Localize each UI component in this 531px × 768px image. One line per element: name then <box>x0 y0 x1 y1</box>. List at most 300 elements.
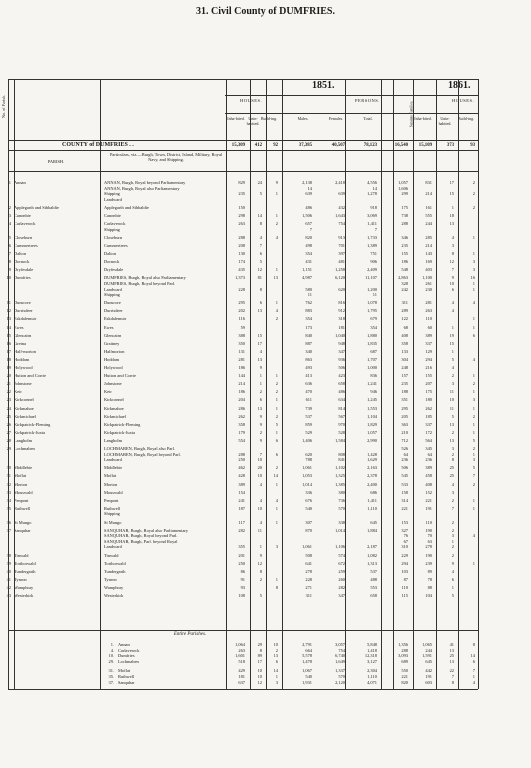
cell-value: 1,643 <box>335 213 345 218</box>
particulars: Kirkconnel <box>104 397 124 403</box>
parish-number: 15 <box>6 332 11 338</box>
cell-value: 2 <box>451 544 454 550</box>
cell-value: 64 <box>403 451 408 457</box>
parish-name: Tundergarth <box>14 568 36 574</box>
cell-value: 1 <box>472 421 475 427</box>
cell-value: 346 <box>401 234 408 240</box>
entire-parish-value: 4,071 <box>367 679 377 685</box>
cell-value: 1,082 <box>367 552 377 558</box>
county-label: COUNTY of DUMFRIES . . <box>62 142 134 148</box>
cell-value: 1 <box>472 280 475 286</box>
cell-value: 1 <box>472 505 475 511</box>
cell-value: 1 <box>451 204 454 210</box>
cell-value: 2 <box>259 576 262 582</box>
cell-value: 202 <box>238 308 245 314</box>
parish-name: Penpont <box>14 497 29 503</box>
cell-value: 235 <box>401 242 408 248</box>
cell-value: 529 <box>305 429 312 435</box>
cell-value: 5 <box>275 421 278 427</box>
cell-value: 242 <box>401 286 408 292</box>
cell-value: 428 <box>238 473 245 479</box>
cell-value: 214 <box>425 242 432 248</box>
cell-value: 2 <box>275 221 278 227</box>
cell-value: 738 <box>401 213 408 218</box>
parish-number: 6 <box>8 242 11 248</box>
cell-value: 1,078 <box>367 300 377 306</box>
cell-value: 1 <box>472 560 475 566</box>
vertical-rule <box>393 79 394 689</box>
particulars: Kirkpatrick-Juxta <box>104 429 135 435</box>
parish-number: 12 <box>6 308 11 314</box>
cell-value: 1 <box>451 324 454 330</box>
particulars: SANQUHAR, Burgh, Parl. beyond Royal <box>104 538 178 544</box>
cell-value: 1,040 <box>335 332 345 338</box>
entire-parish-value: 1,931 <box>302 679 312 685</box>
cell-value: 158 <box>401 489 408 495</box>
entire-parish-value: 14 <box>273 668 278 674</box>
cell-value: 2 <box>451 373 454 379</box>
cell-value: 1,061 <box>302 544 312 550</box>
cell-value: 235 <box>401 381 408 387</box>
cell-value: 389 <box>238 481 245 487</box>
cell-value: 230 <box>425 286 432 292</box>
cell-value: 14 <box>372 185 377 191</box>
cell-value: 153 <box>401 519 408 525</box>
cell-value: 506 <box>338 365 345 370</box>
parish-number: 3 <box>8 213 11 218</box>
cell-value: 2 <box>451 451 454 457</box>
cell-value: 1,629 <box>367 457 377 463</box>
cell-value: 154 <box>238 489 245 495</box>
entire-parish-value: 2,120 <box>335 679 345 685</box>
parish-name: Half-morton <box>14 348 36 354</box>
cell-value: 1 <box>472 324 475 330</box>
cell-value: 9 <box>259 365 262 370</box>
cell-value: 81 <box>257 275 262 281</box>
cell-value: 286 <box>238 405 245 411</box>
parish-name: Hutton and Corrie <box>14 373 46 379</box>
parish-name: Tynron <box>14 576 27 582</box>
parish-number: 43 <box>6 593 11 598</box>
cell-value: 6 <box>275 451 278 457</box>
cell-value: 152 <box>425 489 432 495</box>
cell-value: 25 <box>449 473 454 479</box>
cell-value: 298 <box>238 213 245 218</box>
parish-name: Kirkconnel <box>14 397 34 403</box>
vertical-rule <box>458 79 459 689</box>
parish-number: 31 <box>6 473 11 479</box>
cell-value: 4 <box>259 481 262 487</box>
vertical-rule <box>436 79 437 689</box>
particulars: Kirkmichael <box>104 413 126 419</box>
county-total-value: 37,385 <box>298 143 312 148</box>
particulars: Eskdalemuir <box>104 316 127 322</box>
cell-value: 122 <box>401 316 408 322</box>
cell-value: 2 <box>472 180 475 185</box>
cell-value: 181 <box>338 324 345 330</box>
cell-value: 14 <box>257 213 262 218</box>
cell-value: 1 <box>259 381 262 387</box>
entire-parish-value: 191 <box>425 674 432 679</box>
parish-number: 17 <box>6 348 11 354</box>
column-header: Inha-bited. <box>227 116 245 121</box>
cell-value: 8 <box>259 286 262 292</box>
cell-value: 314 <box>401 497 408 503</box>
cell-value: 3 <box>451 381 454 387</box>
cell-value: 354 <box>305 316 312 322</box>
cell-value: 6 <box>451 576 454 582</box>
cell-value: 338 <box>338 519 345 525</box>
parish-number: 5 <box>8 234 11 240</box>
parish-name: Durrisdeer <box>14 308 33 314</box>
cell-value: 354 <box>305 251 312 256</box>
cell-value: 1,795 <box>367 308 377 314</box>
entire-parish-value: 89 <box>257 653 262 659</box>
cell-value: 432 <box>338 204 345 210</box>
cell-value: 1,884 <box>367 527 377 533</box>
cell-value: 205 <box>401 413 408 419</box>
particulars: Landward <box>104 457 122 463</box>
particulars: Shipping <box>104 191 120 197</box>
particulars: Carlaverock <box>104 221 126 227</box>
cell-value: 555 <box>425 213 432 218</box>
cell-value: 337 <box>425 340 432 346</box>
cell-value: 88 <box>427 584 432 590</box>
cell-value: 25 <box>449 465 454 471</box>
cell-value: 3 <box>451 533 454 539</box>
cell-value: 244 <box>425 221 432 227</box>
cell-value: 1,110 <box>367 505 377 511</box>
cell-value: 12 <box>449 259 454 265</box>
cell-value: 10 <box>257 505 262 511</box>
particulars: DUMFRIES, Burgh, Royal beyond Parl. <box>104 280 176 286</box>
parish-number: 34 <box>6 497 11 503</box>
cell-value: 263 <box>425 308 432 314</box>
parish-number: 39 <box>6 560 11 566</box>
houses-1851-label: HOUSES. <box>240 98 263 103</box>
cell-value: 397 <box>338 251 345 256</box>
cell-value: 2 <box>451 519 454 525</box>
cell-value: 936 <box>338 356 345 362</box>
entire-parish-name: Moffat <box>118 668 131 674</box>
entire-parish-value: 2,304 <box>367 668 377 674</box>
entire-parish-value: 12,318 <box>364 653 377 659</box>
particulars: LOCHMABEN, Burgh, Royal also Parl. <box>104 446 176 451</box>
entire-parish-value: 4 <box>472 679 475 685</box>
entire-parish-number: 10. <box>108 653 114 659</box>
cell-value: 295 <box>238 300 245 306</box>
cell-value: 1 <box>275 481 278 487</box>
cell-value: 318 <box>338 316 345 322</box>
vertical-rule <box>282 79 283 689</box>
vertical-rule <box>345 79 346 689</box>
cell-value: 2 <box>451 429 454 435</box>
cell-value: 311 <box>401 300 408 306</box>
extra-heading: Entire Parishes. <box>173 632 207 637</box>
column-header: Build-ing. <box>457 116 475 121</box>
parish-name: Gretna <box>14 340 26 346</box>
cell-value: 4 <box>275 497 278 503</box>
cell-value: 4 <box>451 481 454 487</box>
cell-value: 87 <box>403 576 408 582</box>
cell-value: 1,313 <box>367 560 377 566</box>
cell-value: 130 <box>238 251 245 256</box>
cell-value: 570 <box>338 505 345 511</box>
entire-parish-value: 429 <box>238 668 245 674</box>
cell-value: 285 <box>425 234 432 240</box>
cell-value: 9 <box>275 180 278 185</box>
cell-value: 9 <box>451 560 454 566</box>
cell-value: 389 <box>425 465 432 471</box>
cell-value: 14 <box>273 473 278 479</box>
particulars: Torthorwald <box>104 560 126 566</box>
cell-value: 679 <box>370 316 377 322</box>
cell-value: 1,014 <box>335 527 345 533</box>
cell-value: 350 <box>238 340 245 346</box>
parish-name: Dumfries <box>14 275 31 281</box>
cell-value: 413 <box>305 373 312 379</box>
entire-parish-number: 1. <box>110 642 114 647</box>
cell-value: 2,418 <box>335 180 345 185</box>
cell-value: 1,733 <box>367 234 377 240</box>
entire-parish-number: 37. <box>108 679 114 685</box>
cell-value: 1,053 <box>302 473 312 479</box>
parish-name: Kirkmichael <box>14 413 36 419</box>
cell-value: 580 <box>305 286 312 292</box>
cell-value: 13 <box>273 275 278 281</box>
entire-parish-name: Annan <box>118 642 130 647</box>
cell-value: 1 <box>259 373 262 379</box>
cell-value: 16 <box>470 275 475 281</box>
cell-value: 641 <box>305 560 312 566</box>
cell-value: 676 <box>305 497 312 503</box>
particulars: Landward <box>104 286 122 292</box>
particulars: Wamphray <box>104 584 124 590</box>
particulars: Graitney <box>104 340 120 346</box>
cell-value: 906 <box>370 259 377 265</box>
entire-parish-value: 603 <box>425 679 432 685</box>
cell-value: 10 <box>257 473 262 479</box>
entire-parish-value: 442 <box>425 668 432 674</box>
cell-value: 863 <box>305 356 312 362</box>
horizontal-rule <box>8 630 478 631</box>
cell-value: 9 <box>259 437 262 443</box>
entire-parish-value: 3,057 <box>335 642 345 647</box>
parish-number: 18 <box>6 356 11 362</box>
parish-name: Closeburn <box>14 234 33 240</box>
entire-parish-value: 10 <box>257 674 262 679</box>
cell-value: 2 <box>259 429 262 435</box>
cell-value: 228 <box>305 576 312 582</box>
cell-value: 262 <box>238 413 245 419</box>
cell-value: 1,102 <box>335 465 345 471</box>
parish-number: 40 <box>6 568 11 574</box>
parish-number: 38 <box>6 552 11 558</box>
cell-value: 89 <box>427 568 432 574</box>
cell-value: 144 <box>238 373 245 379</box>
cell-value: 611 <box>305 397 312 403</box>
particulars: DUMFRIES, Burgh, Royal also Parliamentary <box>104 275 186 281</box>
cell-value: 1 <box>259 544 262 550</box>
cell-value: 2,863 <box>398 275 408 281</box>
cell-value: 548 <box>401 267 408 273</box>
particulars: Langholm <box>104 437 123 443</box>
cell-value: 2 <box>472 446 475 451</box>
cell-value: 634 <box>338 397 345 403</box>
cell-value: 2 <box>472 481 475 487</box>
cell-value: 3 <box>451 242 454 248</box>
cell-value: 506 <box>401 465 408 471</box>
cell-value: 1 <box>472 497 475 503</box>
cell-value: 829 <box>238 180 245 185</box>
cell-value: 4 <box>259 348 262 354</box>
cell-value: 1,506 <box>302 213 312 218</box>
column-header: Females. <box>328 116 344 121</box>
cell-value: 408 <box>425 481 432 487</box>
particulars: Hutton and Corrie <box>104 373 136 379</box>
cell-value: 347 <box>338 348 345 354</box>
cell-value: 5 <box>451 413 454 419</box>
cell-value: 169 <box>425 259 432 265</box>
parish-name: Eskdalemuir <box>14 316 37 322</box>
cell-value: 1 <box>472 251 475 256</box>
particulars: LOCHMABEN, Burgh, Royal beyond Parl. <box>104 451 181 457</box>
particulars: Shipping <box>104 292 120 298</box>
cell-value: 175 <box>425 389 432 395</box>
cell-value: 67 <box>403 538 408 544</box>
county-total-value: 40,507 <box>331 143 345 148</box>
cell-value: 4,987 <box>302 275 312 281</box>
cell-value: 7 <box>309 226 312 232</box>
cell-value: 70 <box>427 533 432 539</box>
parish-name: Ewes <box>14 324 24 330</box>
entire-parish-value: 8 <box>472 642 475 647</box>
cell-value: 281 <box>238 356 245 362</box>
cell-value: 1,411 <box>367 497 377 503</box>
parish-number: 9 <box>8 267 11 273</box>
horizontal-rule <box>225 113 478 114</box>
cell-value: 564 <box>425 437 432 443</box>
cell-value: 1,707 <box>367 356 377 362</box>
cell-value: 1,258 <box>335 267 345 273</box>
cell-value: 1,245 <box>367 397 377 403</box>
cell-value: 294 <box>401 560 408 566</box>
parish-number: 24 <box>6 405 11 411</box>
cell-value: 701 <box>338 242 345 248</box>
cell-value: 186 <box>238 389 245 395</box>
cell-value: 887 <box>305 340 312 346</box>
cell-value: 1 <box>451 538 454 544</box>
cell-value: 131 <box>238 348 245 354</box>
cell-value: 9 <box>259 552 262 558</box>
cell-value: 281 <box>425 300 432 306</box>
parish-number: 41 <box>6 576 11 582</box>
cell-value: 19 <box>449 332 454 338</box>
entire-parish-value: 1,601 <box>235 653 245 659</box>
cell-value: 13 <box>449 437 454 443</box>
cell-value: 261 <box>425 280 432 286</box>
parish-name: Dryfesdale <box>14 267 34 273</box>
cell-value: 946 <box>370 389 377 395</box>
cell-value: 486 <box>338 389 345 395</box>
parish-name: Holywood <box>14 365 33 370</box>
entire-parish-value: 5,578 <box>302 653 312 659</box>
cell-value: 1 <box>275 373 278 379</box>
cell-value: 2 <box>259 389 262 395</box>
cell-value: 172 <box>425 429 432 435</box>
column-header: Total. <box>363 116 373 121</box>
cell-value: 5 <box>259 259 262 265</box>
cell-value: 10 <box>449 397 454 403</box>
county-total-value: 15,109 <box>418 143 432 148</box>
parish-name: Ruthwell <box>14 505 31 511</box>
parish-name: Wamphray <box>14 584 34 590</box>
cell-value: 4 <box>451 568 454 574</box>
cell-value: 2,400 <box>367 481 377 487</box>
cell-value: 20 <box>257 465 262 471</box>
cell-value: 754 <box>338 221 345 227</box>
cell-value: 6 <box>451 286 454 292</box>
cell-value: 185 <box>425 413 432 419</box>
cell-value: 8 <box>275 584 278 590</box>
cell-value: 1 <box>275 576 278 582</box>
cell-value: 340 <box>305 348 312 354</box>
particulars: Moffat <box>104 473 117 479</box>
cell-value: 814 <box>338 405 345 411</box>
entire-parish-value: 3,093 <box>398 653 408 659</box>
parish-name: Langholm <box>14 437 33 443</box>
cell-value: 103 <box>401 568 408 574</box>
parish-number: 26 <box>6 421 11 427</box>
cell-value: 4 <box>275 234 278 240</box>
cell-value: 311 <box>305 593 312 598</box>
page-title: 31. Civil County of DUMFRIES. <box>196 6 335 17</box>
cell-value: 620 <box>305 451 312 457</box>
particulars: Shipping <box>104 226 120 232</box>
cell-value: 1 <box>472 405 475 411</box>
cell-value: 24 <box>257 180 262 185</box>
cell-value: 155 <box>401 251 408 256</box>
county-total-value: 16,540 <box>394 143 408 148</box>
cell-value: 1,373 <box>235 275 245 281</box>
entire-parish-value: 754 <box>338 647 345 653</box>
cell-value: 533 <box>401 481 408 487</box>
cell-value: 567 <box>338 413 345 419</box>
cell-value: 645 <box>370 519 377 525</box>
cell-value: 1 <box>472 373 475 379</box>
particulars: Cummertrees <box>104 242 128 248</box>
cell-value: 239 <box>425 560 432 566</box>
vertical-rule <box>226 79 227 689</box>
particulars: Halfmorton <box>104 348 125 354</box>
cell-value: 110 <box>425 519 432 525</box>
entire-parish-value: 244 <box>425 647 432 653</box>
county-total-value: 93 <box>470 143 475 148</box>
cell-value: 157 <box>401 373 408 379</box>
cell-value: 4,556 <box>367 180 377 185</box>
cell-value: 1 <box>472 451 475 457</box>
horizontal-rule <box>8 150 478 151</box>
entire-parish-value: 1,065 <box>422 642 432 647</box>
cell-value: 216 <box>425 365 432 370</box>
cell-value: 2 <box>275 465 278 471</box>
cell-value: 115 <box>401 593 408 598</box>
parish-number: 10 <box>6 275 11 281</box>
cell-value: 18 <box>449 213 454 218</box>
cell-value: 295 <box>401 405 408 411</box>
entire-parish-value: 22 <box>449 668 454 674</box>
cell-value: 173 <box>305 324 312 330</box>
